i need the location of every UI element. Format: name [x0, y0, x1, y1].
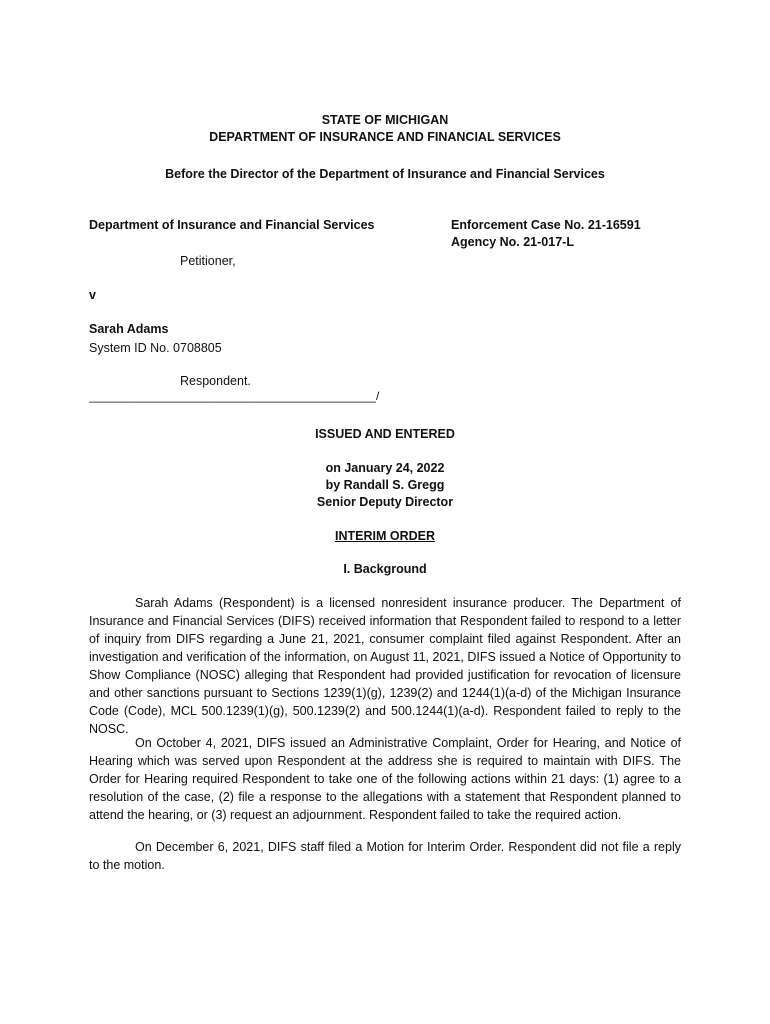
- background-paragraph-3: On December 6, 2021, DIFS staff filed a Motion for Interim Order. Respondent did not file a reply to the motion.: [89, 840, 681, 872]
- petitioner-name: Department of Insurance and Financial Services: [89, 218, 375, 232]
- department-heading: DEPARTMENT OF INSURANCE AND FINANCIAL SERVICES: [209, 130, 561, 144]
- background-paragraph-1: Sarah Adams (Respondent) is a licensed nonresident insurance producer. The Department of Insurance and Financial Services (DIFS) received information that Respondent failed to respond to a letter of inquiry from DIFS regarding a June 21, 2021, consumer complaint filed against Respondent. After an investigation and verification of the information, on August 11, 2021, DIFS issued a Notice of Opportunity to Show Compliance (NOSC) alleging that Respondent had provided justification for revocation of licensure and other sanctions pursuant to Sections 1239(1)(g), 1239(2) and 1244(1)(a-d) of the Michigan Insurance Code (Code), MCL 500.1239(1)(g), 500.1239(2) and 500.1244(1)(a-d). Respondent failed to reply to the NOSC.: [89, 596, 681, 736]
- before-director-line: Before the Director of the Department of Insurance and Financial Services: [165, 167, 605, 181]
- respondent-label: Respondent.: [180, 374, 251, 388]
- petitioner-label: Petitioner,: [180, 254, 236, 268]
- issued-by: by Randall S. Gregg: [325, 478, 445, 492]
- issued-date: on January 24, 2022: [325, 461, 445, 475]
- issued-entered-title: ISSUED AND ENTERED: [315, 427, 455, 441]
- interim-order-title: INTERIM ORDER: [335, 529, 435, 543]
- enforcement-case-number: Enforcement Case No. 21-16591: [451, 218, 641, 232]
- agency-number: Agency No. 21-017-L: [451, 235, 574, 249]
- issuer-role: Senior Deputy Director: [316, 495, 454, 509]
- respondent-system-id: System ID No. 0708805: [89, 341, 222, 355]
- caption-signature-line: ___________________________________________/: [89, 389, 380, 403]
- versus-label: v: [89, 288, 96, 302]
- background-section-heading: I. Background: [343, 562, 427, 576]
- state-heading: STATE OF MICHIGAN: [321, 113, 449, 127]
- background-paragraph-2: On October 4, 2021, DIFS issued an Administrative Complaint, Order for Hearing, and Notice of Hearing which was served upon Respondent at the address she is required to maintain with DIFS. The Order for Hearing required Respondent to take one of the following actions within 21 days: (1) agree to a resolution of the case, (2) file a response to the allegations with a statement that Respondent planned to attend the hearing, or (3) request an adjournment. Respondent failed to take the required action.: [89, 736, 681, 822]
- respondent-name: Sarah Adams: [89, 322, 169, 336]
